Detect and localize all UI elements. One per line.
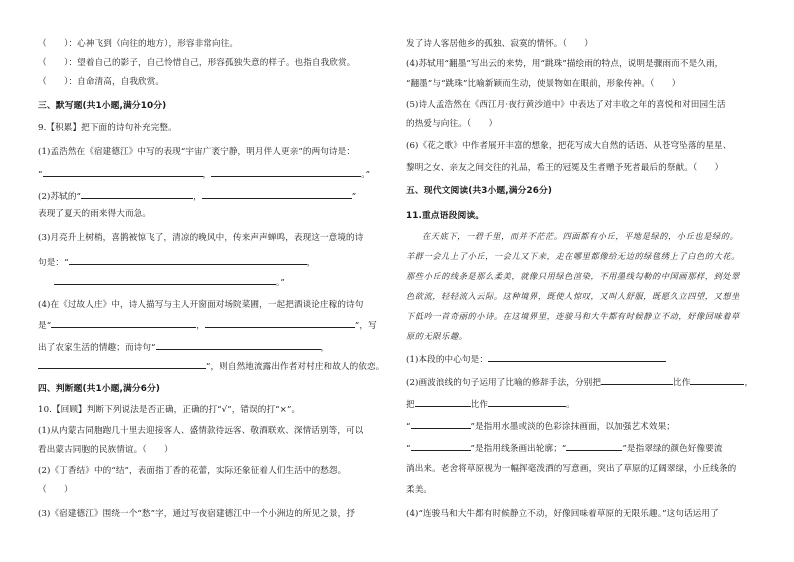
line-text-end: ”是指用水墨或淡的色彩涂抹画面，以加强艺术效果； <box>470 422 675 432</box>
line-text-mid: 比作 <box>470 400 489 410</box>
line-text: (6)《花之歌》中作者展开丰富的想象，把花写成大自然的话语、从苍穹坠落的星星、 <box>406 141 732 151</box>
line-text: “ <box>38 170 43 180</box>
text-line <box>38 57 393 69</box>
line-text: 出了农家生活的情趣；而诗句“ <box>38 343 156 353</box>
fill-in-blank[interactable] <box>566 441 622 451</box>
line-text-end: ”，则自然地流露出作者对村庄和故人的依恋。 <box>206 362 385 372</box>
text-line <box>406 397 768 411</box>
line-text: 句是：“ <box>38 258 69 268</box>
fill-in-blank[interactable] <box>211 167 361 177</box>
fill-in-blank[interactable] <box>81 189 193 199</box>
fill-in-blank[interactable] <box>415 397 471 407</box>
text-line <box>38 444 393 456</box>
text-line <box>38 359 393 373</box>
line-text: (4)在《过故人庄》中，诗人描写与主人开窗面对场院菜圃，一起把酒谈论庄稼的诗句 <box>38 300 364 310</box>
fill-in-blank[interactable] <box>488 352 666 362</box>
line-text-mid: ， <box>193 192 202 202</box>
line-text: (4)“连骏马和大牛都有时候静立不动，好像回味着草原的无限乐趣。”这句话运用了 <box>406 509 719 519</box>
fill-in-blank[interactable] <box>601 375 673 385</box>
text-line <box>406 375 768 389</box>
fill-in-blank[interactable] <box>54 275 276 285</box>
fill-in-blank[interactable] <box>202 189 352 199</box>
text-line <box>406 330 768 342</box>
line-text: 9.【积累】把下面的诗句补充完整。 <box>38 123 177 133</box>
text-line <box>38 508 393 520</box>
text-line <box>406 508 768 520</box>
line-text: 那些小丘的线条是那么柔美，就像只用绿色渲染，不用墨线勾勒的中国画那样，到处翠 <box>406 271 740 281</box>
text-line <box>38 189 393 203</box>
line-text: (4)苏轼用“翻墨”写出云的来势，用“跳珠”描绘雨的特点，说明是骤雨而不是久雨， <box>406 59 724 69</box>
text-line <box>406 99 768 111</box>
line-text-mid: ， <box>196 321 205 331</box>
text-line <box>406 463 768 475</box>
line-text: 在天底下，一碧千里，而并不茫茫。四面都有小丘，平地是绿的，小丘也是绿的。 <box>422 231 739 241</box>
line-text: (2)画波浪线的句子运用了比喻的修辞手法，分别把 <box>406 378 602 388</box>
text-line <box>38 232 393 244</box>
text-line <box>38 484 393 496</box>
line-text: 11.重点语段阅读。 <box>406 211 485 221</box>
line-text: “ <box>406 444 411 454</box>
line-text: 四、判断题(共1小题,满分6分) <box>38 384 160 394</box>
text-line <box>406 140 768 152</box>
line-text-mid: 比作 <box>673 378 691 388</box>
line-text: 10.【回顾】判断下列说法是否正确，正确的打“√”，错误的打“×”。 <box>38 405 301 415</box>
line-text: 淌出来。老舍将草原视为一幅挥毫泼洒的写意画，突出了草原的辽阔翠绿，小丘线条的 <box>406 464 737 474</box>
text-line <box>38 340 393 354</box>
line-text: 表现了夏天的雨来得大而急。 <box>38 209 152 219</box>
fill-in-blank[interactable] <box>488 397 566 407</box>
line-text: (1)孟浩然在《宿建德江》中写的表现“宇宙广袤宁静，明月伴人更亲”的两句诗是： <box>38 147 356 157</box>
text-line <box>38 167 393 181</box>
line-text-end: 。” <box>361 170 371 180</box>
text-line <box>422 230 768 242</box>
text-line <box>38 318 393 332</box>
text-line <box>38 404 393 416</box>
line-text: （ ）：心神飞到（向往的地方），形容非常向往。 <box>38 39 239 49</box>
line-text: (5)诗人孟浩然在《西江月·夜行黄沙道中》中表达了对丰收之年的喜悦和对田园生活 <box>406 100 726 110</box>
line-text: 的热爱与向往。（ ） <box>406 119 498 129</box>
line-text: 黎明之女、亲友之间交往的礼品，希王的冠冕及生者赠予死者最后的祭献。（ ） <box>406 163 724 173</box>
line-text: (3)月亮升上树梢，喜鹊被惊飞了，清凉的晚风中，传来声声蝉鸣，表现这一意境的诗 <box>38 233 364 243</box>
text-line <box>406 310 768 322</box>
section-heading <box>406 210 768 222</box>
line-text-end: 。 <box>566 400 575 410</box>
line-text: 色欲流，轻轻流入云际。这种境界，既使人惊叹，又叫人舒服，既愿久立四望，又想坐 <box>406 291 740 301</box>
line-text-mid: ， <box>202 170 212 180</box>
line-text: 把 <box>406 400 415 410</box>
section-heading <box>38 383 393 395</box>
text-line <box>406 78 768 90</box>
fill-in-blank[interactable] <box>205 318 355 328</box>
text-line <box>406 484 768 496</box>
text-line <box>38 255 393 269</box>
line-text: （ ）：自命清高，自我欣赏。 <box>38 77 165 87</box>
line-text-end: ， <box>744 378 754 388</box>
line-text-end: ”，写 <box>354 321 377 331</box>
line-text-end: 。” <box>276 278 285 288</box>
text-line <box>38 76 393 88</box>
line-text: (1)本段的中心句是： <box>406 355 489 365</box>
text-line <box>406 270 768 282</box>
text-line <box>406 58 768 70</box>
text-line <box>406 162 768 174</box>
line-text-end: ”是指翠绿的颜色好像要流 <box>622 444 723 454</box>
line-text: (2)《丁香结》中的“结”，表面指丁香的花蕾，实际还象征着人们生活中的愁怨。 <box>38 466 347 476</box>
line-text: 三、默写题(共1小题,满分10分) <box>38 101 167 111</box>
fill-in-blank[interactable] <box>411 419 471 429</box>
fill-in-blank[interactable] <box>690 375 744 385</box>
fill-in-blank[interactable] <box>51 318 196 328</box>
fill-in-blank[interactable] <box>38 359 206 369</box>
text-line <box>406 38 768 50</box>
line-text: 看出蒙古同胞的民族情谊。（ ） <box>38 445 173 455</box>
line-text: 五、现代文阅读(共3小题,满分26分) <box>406 186 553 196</box>
line-text: (1)从内蒙古同胞跑几十里去迎接客人、盛情款待远客、敬酒联欢、深情话别等，可以 <box>38 426 364 436</box>
text-line <box>38 425 393 437</box>
line-text: 柔美。 <box>406 485 433 495</box>
text-line <box>38 208 393 220</box>
text-line <box>54 275 393 289</box>
text-line <box>38 38 393 50</box>
fill-in-blank[interactable] <box>43 167 203 177</box>
text-line <box>406 290 768 302</box>
fill-in-blank[interactable] <box>156 340 321 350</box>
line-text: 发了诗人客居他乡的孤独、寂寞的情怀。（ ） <box>406 39 593 49</box>
text-line <box>406 250 768 262</box>
line-text: （ ） <box>38 485 73 495</box>
text-line <box>38 146 393 158</box>
line-text-end: ， <box>320 343 330 353</box>
section-heading <box>38 100 393 112</box>
line-text: 原的无限乐趣。 <box>406 331 468 341</box>
text-line <box>406 419 768 433</box>
line-text: （ ）：望着自己的影子，自己怜惜自己，形容孤独失意的样子。也指自我欣赏。 <box>38 58 356 68</box>
text-line <box>406 352 768 366</box>
text-line <box>406 118 768 130</box>
line-text: (2)苏轼的“ <box>38 192 82 202</box>
text-line <box>38 465 393 477</box>
fill-in-blank[interactable] <box>411 441 471 451</box>
line-text-mid: ”是指用线条画出轮廓；“ <box>470 444 567 454</box>
line-text: (3)《宿建德江》围绕一个“愁”字，通过写夜宿建德江中一个小洲边的所见之景，抒 <box>38 509 356 519</box>
line-text: 下低吟一首奇丽的小诗。在这境界里，连骏马和大牛都有时候静立不动，好像回味着草 <box>406 311 740 321</box>
section-heading <box>406 185 768 197</box>
line-text: 是“ <box>38 321 52 331</box>
line-text: “ <box>406 422 411 432</box>
line-text: “翻墨”与“跳珠”比喻新颖而生动，使景物如在眼前，形象传神。（ ） <box>406 79 681 89</box>
line-text: 羊群一会儿上了小丘，一会儿又下来，走在哪里都像给无边的绿毯绣上了白色的大花。 <box>406 251 740 261</box>
text-line <box>38 299 393 311</box>
text-line <box>406 441 768 455</box>
line-text-end: ” <box>351 192 357 202</box>
fill-in-blank[interactable] <box>69 255 307 265</box>
line-text-end: ， <box>306 258 316 268</box>
text-line <box>38 122 393 134</box>
